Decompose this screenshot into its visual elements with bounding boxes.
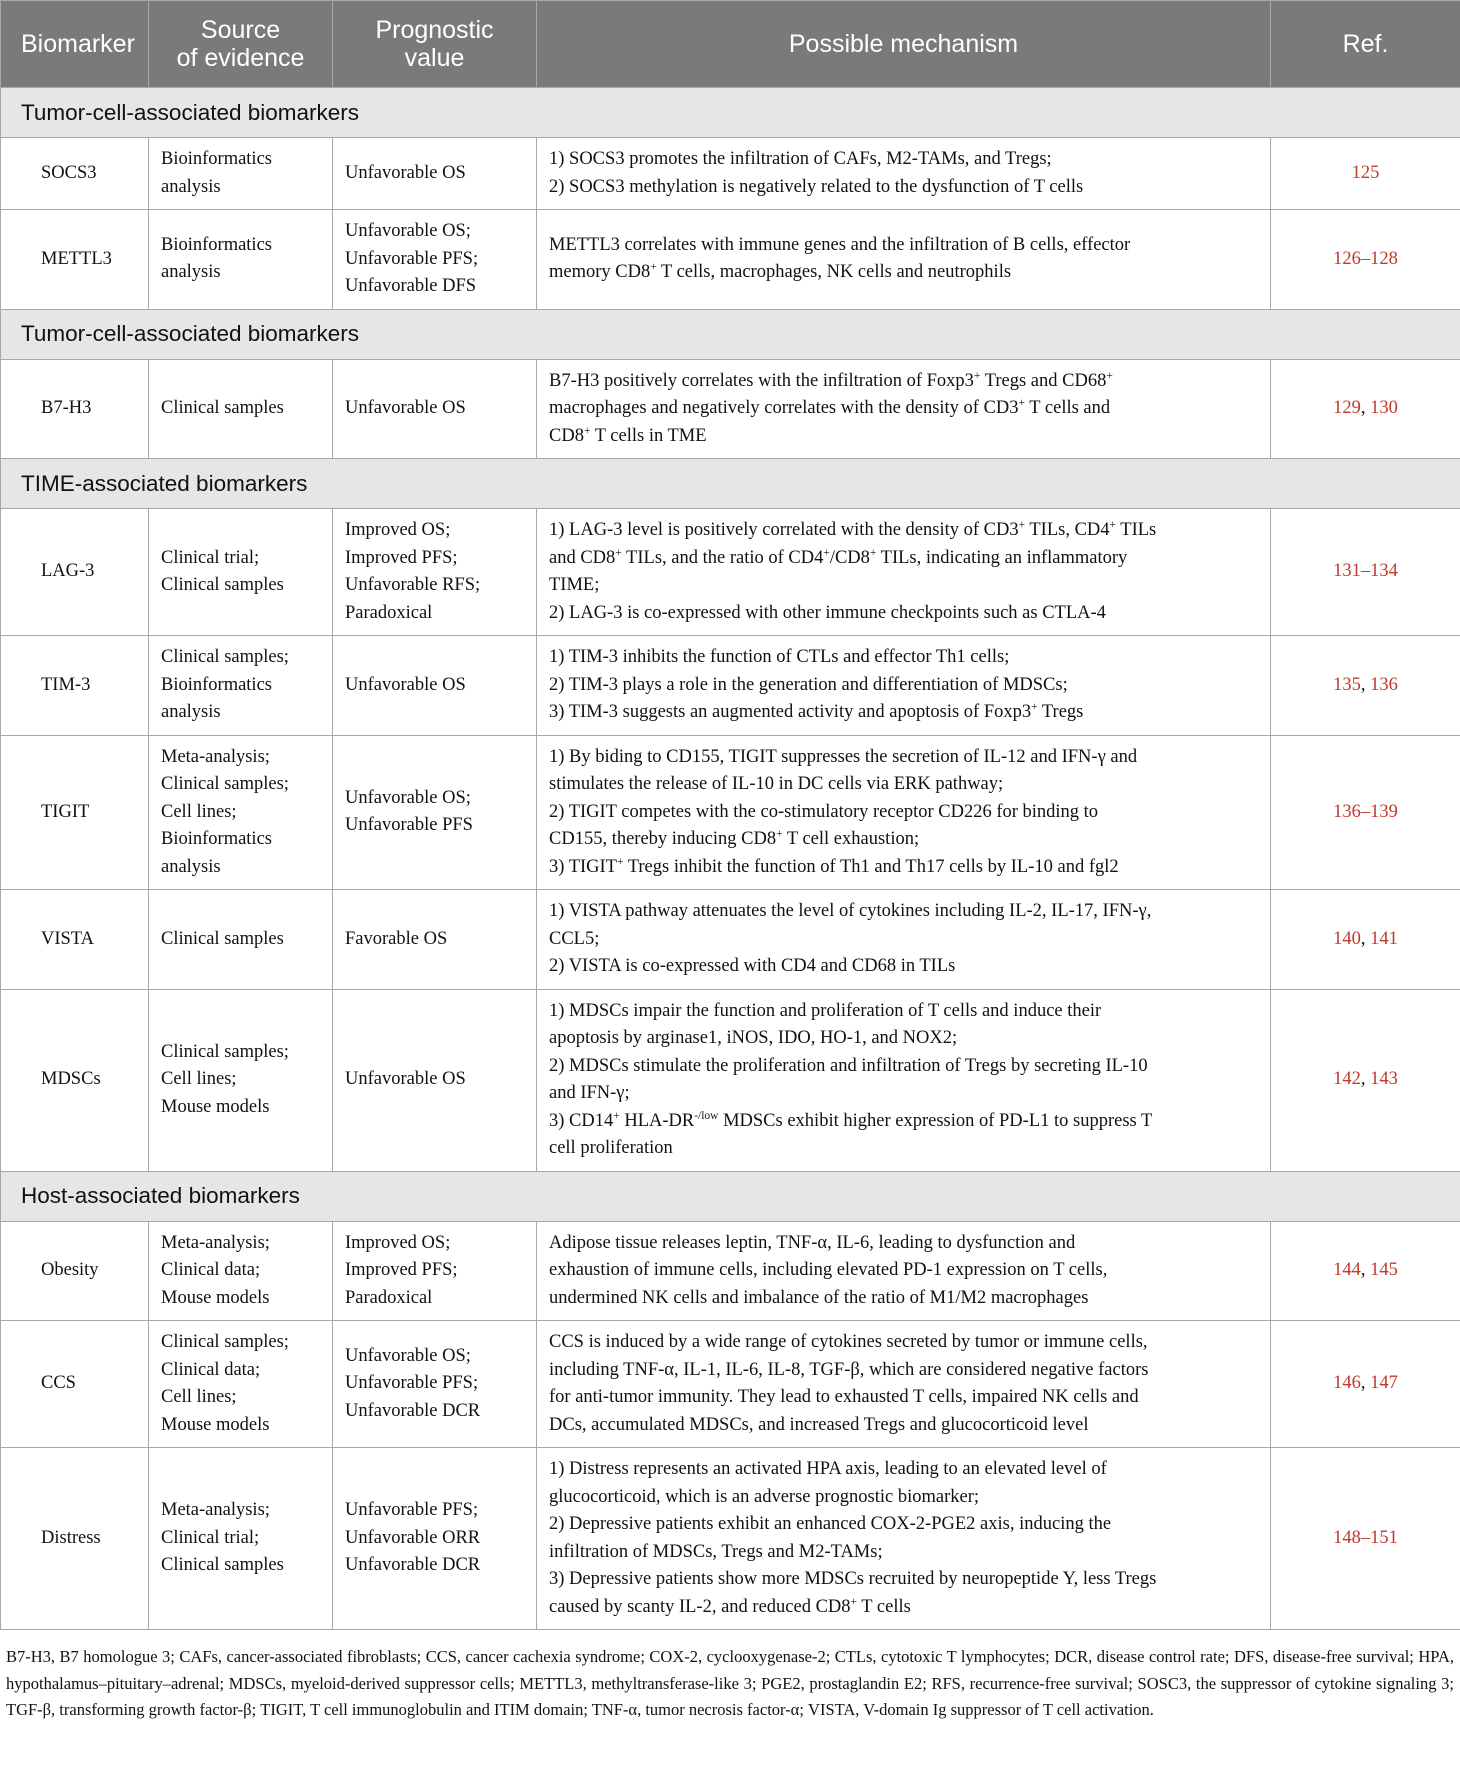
prognostic-cell — [333, 735, 537, 890]
ref-separator: , — [1360, 1069, 1371, 1090]
mechanism-text: infiltration of MDSCs, Tregs and M2-TAMs; — [549, 1541, 883, 1562]
source-line: Cell lines; — [161, 801, 237, 822]
mechanism-text: 1) MDSCs impair the function and proliferation of T cells and induce their — [549, 1000, 1102, 1021]
source-line: Mouse models — [161, 1096, 270, 1117]
prognostic-line: Unfavorable DFS — [345, 276, 477, 296]
ref-cell — [1271, 1221, 1460, 1321]
source-line: Clinical samples; — [161, 1041, 289, 1062]
prognostic-line: Unfavorable DCR — [345, 1400, 481, 1421]
superscript: + — [1109, 518, 1116, 531]
superscript: + — [615, 546, 622, 559]
source-line: Clinical data; — [161, 1260, 261, 1280]
ref-link[interactable]: 145 — [1370, 1260, 1398, 1280]
source-line: Clinical samples — [161, 1555, 284, 1576]
section-title: Tumor-cell-associated biomarkers — [1, 88, 1460, 138]
prognostic-line: Improved OS; — [345, 1232, 451, 1253]
source-cell — [149, 890, 333, 990]
ref-separator: , — [1360, 1373, 1371, 1394]
mechanism-text: HLA-DR — [619, 1110, 695, 1131]
mechanism-line — [549, 953, 1258, 981]
mechanism-line — [549, 517, 1258, 545]
mechanism-text: and CD8 — [549, 547, 616, 568]
mechanism-line — [549, 998, 1258, 1026]
table-row — [1, 509, 1460, 636]
mechanism-text: including TNF-α, IL-1, IL-6, IL-8, TGF-β, which are considered negative factors — [549, 1359, 1149, 1380]
ref-cell — [1271, 1448, 1460, 1630]
mechanism-text: memory CD8 — [549, 262, 651, 283]
mechanism-text: T cells — [857, 1596, 911, 1617]
prognostic-line: Unfavorable OS; — [345, 221, 471, 241]
mechanism-text: B7-H3 positively correlates with the infiltration of Foxp3 — [549, 370, 974, 391]
ref-link[interactable]: 143 — [1370, 1069, 1398, 1090]
header-prognostic-line2: value — [404, 44, 465, 72]
header-source-line2: of evidence — [176, 44, 305, 72]
mechanism-text: 3) CD14 — [549, 1110, 614, 1131]
source-cell — [149, 138, 333, 210]
ref-link[interactable]: 140 — [1333, 928, 1361, 949]
mechanism-line — [549, 1135, 1258, 1163]
mechanism-cell — [537, 636, 1271, 736]
mechanism-line — [549, 395, 1258, 423]
mechanism-text: and IFN-γ; — [549, 1083, 630, 1103]
mechanism-text: MDSCs exhibit higher expression of PD-L1 to suppress T — [718, 1110, 1153, 1131]
mechanism-text: caused by scanty IL-2, and reduced CD8 — [549, 1596, 851, 1617]
ref-link[interactable]: 136 — [1370, 674, 1398, 695]
source-cell — [149, 636, 333, 736]
mechanism-line — [549, 1484, 1258, 1512]
source-cell — [149, 210, 333, 310]
prognostic-line: Paradoxical — [345, 1287, 433, 1308]
section-row — [1, 88, 1460, 138]
mechanism-text: TILs, CD4 — [1025, 520, 1110, 540]
mechanism-line — [549, 1566, 1258, 1594]
prognostic-line: Unfavorable OS; — [345, 787, 471, 808]
prognostic-cell — [333, 636, 537, 736]
ref-separator: , — [1360, 1260, 1371, 1280]
ref-cell — [1271, 1321, 1460, 1448]
prognostic-cell — [333, 138, 537, 210]
mechanism-line — [549, 423, 1258, 451]
mechanism-line — [549, 898, 1258, 926]
mechanism-line — [549, 771, 1258, 799]
mechanism-cell — [537, 509, 1271, 636]
ref-link[interactable]: 131–134 — [1333, 561, 1398, 582]
superscript: + — [650, 261, 657, 274]
prognostic-line: Improved OS; — [345, 520, 451, 540]
source-cell — [149, 1448, 333, 1630]
ref-cell — [1271, 509, 1460, 636]
mechanism-text: 1) LAG-3 level is positively correlated with the density of CD3 — [549, 520, 1019, 540]
source-line: analysis — [161, 856, 221, 877]
mechanism-text: Tregs and CD68 — [980, 370, 1107, 391]
biomarker-cell: CCS — [1, 1321, 149, 1448]
mechanism-line — [549, 1108, 1258, 1136]
mechanism-line — [549, 1357, 1258, 1385]
mechanism-line — [549, 1594, 1258, 1622]
mechanism-line — [549, 1412, 1258, 1440]
mechanism-text: CCS is induced by a wide range of cytokines secreted by tumor or immune cells, — [549, 1332, 1148, 1352]
source-cell — [149, 735, 333, 890]
mechanism-text: TILs — [1115, 520, 1157, 540]
mechanism-text: TILs, and the ratio of CD4 — [621, 547, 824, 568]
mechanism-cell — [537, 210, 1271, 310]
source-line: Bioinformatics — [161, 829, 272, 849]
biomarker-cell: Obesity — [1, 1221, 149, 1321]
source-line: Clinical trial; — [161, 547, 260, 568]
source-cell — [149, 359, 333, 459]
mechanism-line — [549, 854, 1258, 882]
prognostic-line: Paradoxical — [345, 602, 433, 623]
ref-link[interactable]: 125 — [1351, 162, 1380, 183]
mechanism-line — [549, 1539, 1258, 1567]
section-row — [1, 309, 1460, 359]
table-body — [1, 88, 1460, 1630]
prognostic-cell — [333, 1448, 537, 1630]
mechanism-text: TIME; — [549, 575, 600, 595]
mechanism-text: stimulates the release of IL-10 in DC cells via ERK pathway; — [549, 774, 1004, 794]
superscript: + — [583, 424, 591, 437]
mechanism-line — [549, 232, 1258, 260]
mechanism-line — [549, 545, 1258, 573]
mechanism-text: CD8 — [549, 425, 584, 446]
mechanism-line — [549, 926, 1258, 954]
header-mechanism: Possible mechanism — [537, 1, 1271, 88]
prognostic-line: Improved PFS; — [345, 1260, 458, 1280]
header-source — [149, 1, 333, 88]
biomarker-cell: Distress — [1, 1448, 149, 1630]
mechanism-line — [549, 600, 1258, 628]
mechanism-text: cell proliferation — [549, 1138, 673, 1158]
prognostic-line: Unfavorable PFS; — [345, 248, 479, 269]
mechanism-text: 2) Depressive patients exhibit an enhanced COX-2-PGE2 axis, inducing the — [549, 1514, 1112, 1534]
mechanism-line — [549, 1257, 1258, 1285]
biomarker-cell: MDSCs — [1, 989, 149, 1171]
superscript: + — [613, 1109, 620, 1122]
ref-link[interactable]: 148–151 — [1333, 1527, 1398, 1548]
prognostic-line: Unfavorable OS — [345, 162, 466, 183]
mechanism-text: /CD8 — [829, 547, 870, 568]
ref-link[interactable]: 129 — [1333, 398, 1361, 418]
source-line: analysis — [161, 262, 221, 283]
mechanism-line — [549, 1329, 1258, 1357]
ref-link[interactable]: 126–128 — [1333, 248, 1398, 269]
mechanism-cell — [537, 735, 1271, 890]
ref-separator: , — [1360, 928, 1371, 949]
prognostic-cell — [333, 989, 537, 1171]
source-line: Meta-analysis; — [161, 1232, 270, 1253]
mechanism-line — [549, 1230, 1258, 1258]
ref-separator: , — [1360, 398, 1371, 418]
mechanism-text: Tregs — [1037, 702, 1084, 722]
mechanism-line — [549, 174, 1258, 202]
superscript: + — [823, 546, 830, 559]
superscript: + — [776, 827, 783, 840]
source-line: Clinical trial; — [161, 1527, 260, 1548]
mechanism-text: 2) MDSCs stimulate the proliferation and infiltration of Tregs by secreting IL-10 — [549, 1055, 1148, 1076]
mechanism-text: 2) TIM-3 plays a role in the generation and differentiation of MDSCs; — [549, 674, 1068, 695]
mechanism-text: undermined NK cells and imbalance of the ratio of M1/M2 macrophages — [549, 1287, 1089, 1308]
source-line: Bioinformatics — [161, 234, 272, 255]
ref-link[interactable]: 141 — [1370, 928, 1398, 949]
source-line: Meta-analysis; — [161, 746, 270, 767]
mechanism-text: DCs, accumulated MDSCs, and increased Tregs and glucocorticoid level — [549, 1414, 1089, 1435]
mechanism-line — [549, 259, 1258, 287]
prognostic-cell — [333, 1321, 537, 1448]
prognostic-line: Unfavorable ORR — [345, 1527, 481, 1548]
mechanism-line — [549, 1025, 1258, 1053]
ref-link[interactable]: 144 — [1333, 1260, 1361, 1280]
mechanism-text: macrophages and negatively correlates with the density of CD3 — [549, 398, 1019, 418]
superscript: + — [1018, 396, 1026, 409]
table-row — [1, 1321, 1460, 1448]
mechanism-line — [549, 368, 1258, 396]
mechanism-text: 2) SOCS3 methylation is negatively related to the dysfunction of T cells — [549, 176, 1084, 197]
source-line: Clinical samples; — [161, 647, 289, 667]
source-cell — [149, 1321, 333, 1448]
mechanism-text: CD155, thereby inducing CD8 — [549, 829, 777, 849]
table-row — [1, 636, 1460, 736]
table-row — [1, 210, 1460, 310]
ref-link[interactable]: 146 — [1333, 1373, 1361, 1394]
mechanism-text: Adipose tissue releases leptin, TNF-α, IL-6, leading to dysfunction and — [549, 1232, 1076, 1253]
ref-separator: , — [1360, 674, 1371, 695]
ref-cell — [1271, 989, 1460, 1171]
source-line: Cell lines; — [161, 1069, 237, 1090]
superscript: + — [973, 369, 981, 382]
mechanism-line — [549, 1384, 1258, 1412]
source-line: Clinical samples — [161, 575, 284, 595]
superscript: + — [850, 1595, 858, 1608]
header-prognostic-line1: Prognostic — [375, 16, 494, 44]
mechanism-text: 3) TIGIT — [549, 856, 617, 877]
mechanism-text: T cell exhaustion; — [782, 829, 920, 849]
biomarker-cell: B7-H3 — [1, 359, 149, 459]
source-line: analysis — [161, 176, 221, 197]
section-row — [1, 459, 1460, 509]
mechanism-line — [549, 1080, 1258, 1108]
prognostic-cell — [333, 359, 537, 459]
mechanism-cell — [537, 1321, 1271, 1448]
source-line: Clinical samples; — [161, 1332, 289, 1352]
table-header-row — [1, 1, 1460, 88]
prognostic-line: Improved PFS; — [345, 547, 458, 568]
ref-link[interactable]: 130 — [1370, 398, 1398, 418]
table-row — [1, 138, 1460, 210]
mechanism-line — [549, 1053, 1258, 1081]
ref-cell — [1271, 359, 1460, 459]
mechanism-cell — [537, 138, 1271, 210]
mechanism-text: 1) By biding to CD155, TIGIT suppresses the secretion of IL-12 and IFN-γ and — [549, 746, 1138, 767]
biomarker-cell: METTL3 — [1, 210, 149, 310]
ref-cell — [1271, 735, 1460, 890]
mechanism-cell — [537, 1221, 1271, 1321]
mechanism-line — [549, 744, 1258, 772]
table-row — [1, 989, 1460, 1171]
ref-link[interactable]: 142 — [1333, 1069, 1361, 1090]
mechanism-line — [549, 699, 1258, 727]
superscript: + — [616, 855, 624, 868]
source-line: Bioinformatics — [161, 674, 272, 695]
source-line: Bioinformatics — [161, 149, 272, 169]
mechanism-text: TILs, indicating an inflammatory — [876, 547, 1128, 568]
source-line: Mouse models — [161, 1287, 270, 1308]
header-prognostic — [333, 1, 537, 88]
prognostic-cell — [333, 1221, 537, 1321]
superscript: + — [1031, 700, 1038, 713]
ref-cell — [1271, 636, 1460, 736]
table-row — [1, 890, 1460, 990]
prognostic-line: Favorable OS — [345, 928, 448, 949]
table-row — [1, 1221, 1460, 1321]
prognostic-line: Unfavorable OS — [345, 398, 466, 418]
mechanism-cell — [537, 989, 1271, 1171]
biomarker-cell: TIGIT — [1, 735, 149, 890]
mechanism-text: CCL5; — [549, 928, 600, 949]
biomarker-cell: LAG-3 — [1, 509, 149, 636]
header-ref: Ref. — [1271, 1, 1460, 88]
mechanism-line — [549, 146, 1258, 174]
mechanism-text: T cells in TME — [590, 425, 707, 446]
source-cell — [149, 509, 333, 636]
ref-link[interactable]: 147 — [1370, 1373, 1398, 1394]
source-line: Clinical samples — [161, 928, 284, 949]
mechanism-text: 2) LAG-3 is co-expressed with other immune checkpoints such as CTLA-4 — [549, 602, 1106, 623]
prognostic-line: Unfavorable RFS; — [345, 575, 481, 595]
section-title: TIME-associated biomarkers — [1, 459, 1460, 509]
mechanism-text: METTL3 correlates with immune genes and the infiltration of B cells, effector — [549, 234, 1131, 255]
source-line: Mouse models — [161, 1414, 270, 1435]
biomarker-cell: TIM-3 — [1, 636, 149, 736]
mechanism-line — [549, 1511, 1258, 1539]
source-line: Clinical data; — [161, 1359, 261, 1380]
mechanism-text: Tregs inhibit the function of Th1 and Th17 cells by IL-10 and fgl2 — [623, 856, 1119, 877]
biomarker-cell: VISTA — [1, 890, 149, 990]
mechanism-text: 1) Distress represents an activated HPA axis, leading to an elevated level of — [549, 1459, 1107, 1479]
section-row — [1, 1171, 1460, 1221]
prognostic-line: Unfavorable OS — [345, 674, 466, 695]
mechanism-text: 3) Depressive patients show more MDSCs recruited by neuropeptide Y, less Tregs — [549, 1569, 1157, 1589]
superscript: + — [1018, 518, 1026, 531]
prognostic-cell — [333, 509, 537, 636]
mechanism-cell — [537, 890, 1271, 990]
prognostic-line: Unfavorable PFS; — [345, 1500, 479, 1521]
mechanism-text: for anti-tumor immunity. They lead to exhausted T cells, impaired NK cells and — [549, 1387, 1139, 1407]
mechanism-text: exhaustion of immune cells, including elevated PD-1 expression on T cells, — [549, 1260, 1108, 1280]
ref-link[interactable]: 135 — [1333, 674, 1361, 695]
mechanism-text: 1) SOCS3 promotes the infiltration of CAFs, M2-TAMs, and Tregs; — [549, 149, 1052, 169]
ref-link[interactable]: 136–139 — [1333, 801, 1398, 822]
ref-cell — [1271, 138, 1460, 210]
table-row — [1, 1448, 1460, 1630]
header-biomarker: Biomarker — [1, 1, 149, 88]
section-title: Tumor-cell-associated biomarkers — [1, 309, 1460, 359]
mechanism-text: 1) TIM-3 inhibits the function of CTLs and effector Th1 cells; — [549, 647, 1010, 667]
mechanism-line — [549, 826, 1258, 854]
prognostic-cell — [333, 890, 537, 990]
source-line: analysis — [161, 702, 221, 722]
mechanism-text: glucocorticoid, which is an adverse prognostic biomarker; — [549, 1486, 979, 1507]
prognostic-line: Unfavorable OS; — [345, 1345, 471, 1366]
source-line: Clinical samples; — [161, 774, 289, 794]
prognostic-cell — [333, 210, 537, 310]
mechanism-text: 3) TIM-3 suggests an augmented activity and apoptosis of Foxp3 — [549, 702, 1032, 722]
mechanism-line — [549, 572, 1258, 600]
header-source-line1: Source — [200, 16, 281, 44]
table-row — [1, 359, 1460, 459]
mechanism-cell — [537, 1448, 1271, 1630]
source-line: Meta-analysis; — [161, 1500, 270, 1521]
prognostic-line: Unfavorable OS — [345, 1069, 466, 1090]
mechanism-text: apoptosis by arginase1, iNOS, IDO, HO-1, and NOX2; — [549, 1028, 958, 1048]
mechanism-line — [549, 799, 1258, 827]
superscript: -/low — [694, 1109, 719, 1122]
prognostic-line: Unfavorable PFS — [345, 815, 473, 836]
table-footnote: B7-H3, B7 homologue 3; CAFs, cancer-associated fibroblasts; CCS, cancer cachexia syndrome; COX-2, cyclooxygenase-2; CTLs, cytotoxic T lymphocytes; DCR, disease control rate; DFS, disease-free survival; HPA, hypothalamus–pituitary–adrenal; MDSCs, myeloid-derived suppressor cells; METTL3, methyltransferase-like 3; PGE2, prostaglandin E2; RFS, recurrence-free survival; SOSC3, the suppressor of cytokine signaling 3; TGF-β, transforming growth factor-β; TIGIT, T cell immunoglobulin and ITIM domain; TNF-α, tumor necrosis factor-α; VISTA, V-domain Ig suppressor of T cell activation. — [6, 1647, 1454, 1719]
superscript: + — [1106, 369, 1113, 382]
prognostic-line: Unfavorable DCR — [345, 1555, 481, 1576]
mechanism-line — [549, 1456, 1258, 1484]
mechanism-text: 1) VISTA pathway attenuates the level of cytokines including IL-2, IL-17, IFN-γ, — [549, 901, 1152, 921]
source-cell — [149, 989, 333, 1171]
mechanism-line — [549, 644, 1258, 672]
mechanism-text: 2) VISTA is co-expressed with CD4 and CD68 in TILs — [549, 956, 956, 976]
table-row — [1, 735, 1460, 890]
mechanism-line — [549, 1285, 1258, 1313]
source-line: Cell lines; — [161, 1387, 237, 1407]
mechanism-text: 2) TIGIT competes with the co-stimulatory receptor CD226 for binding to — [549, 801, 1099, 822]
mechanism-line — [549, 672, 1258, 700]
ref-cell — [1271, 210, 1460, 310]
source-line: Clinical samples — [161, 398, 284, 418]
prognostic-line: Unfavorable PFS; — [345, 1373, 479, 1394]
biomarker-cell: SOCS3 — [1, 138, 149, 210]
section-title: Host-associated biomarkers — [1, 1171, 1460, 1221]
source-cell — [149, 1221, 333, 1321]
mechanism-text: T cells, macrophages, NK cells and neutrophils — [656, 262, 1012, 283]
ref-cell — [1271, 890, 1460, 990]
mechanism-text: T cells and — [1025, 398, 1111, 418]
superscript: + — [869, 546, 877, 559]
mechanism-cell — [537, 359, 1271, 459]
